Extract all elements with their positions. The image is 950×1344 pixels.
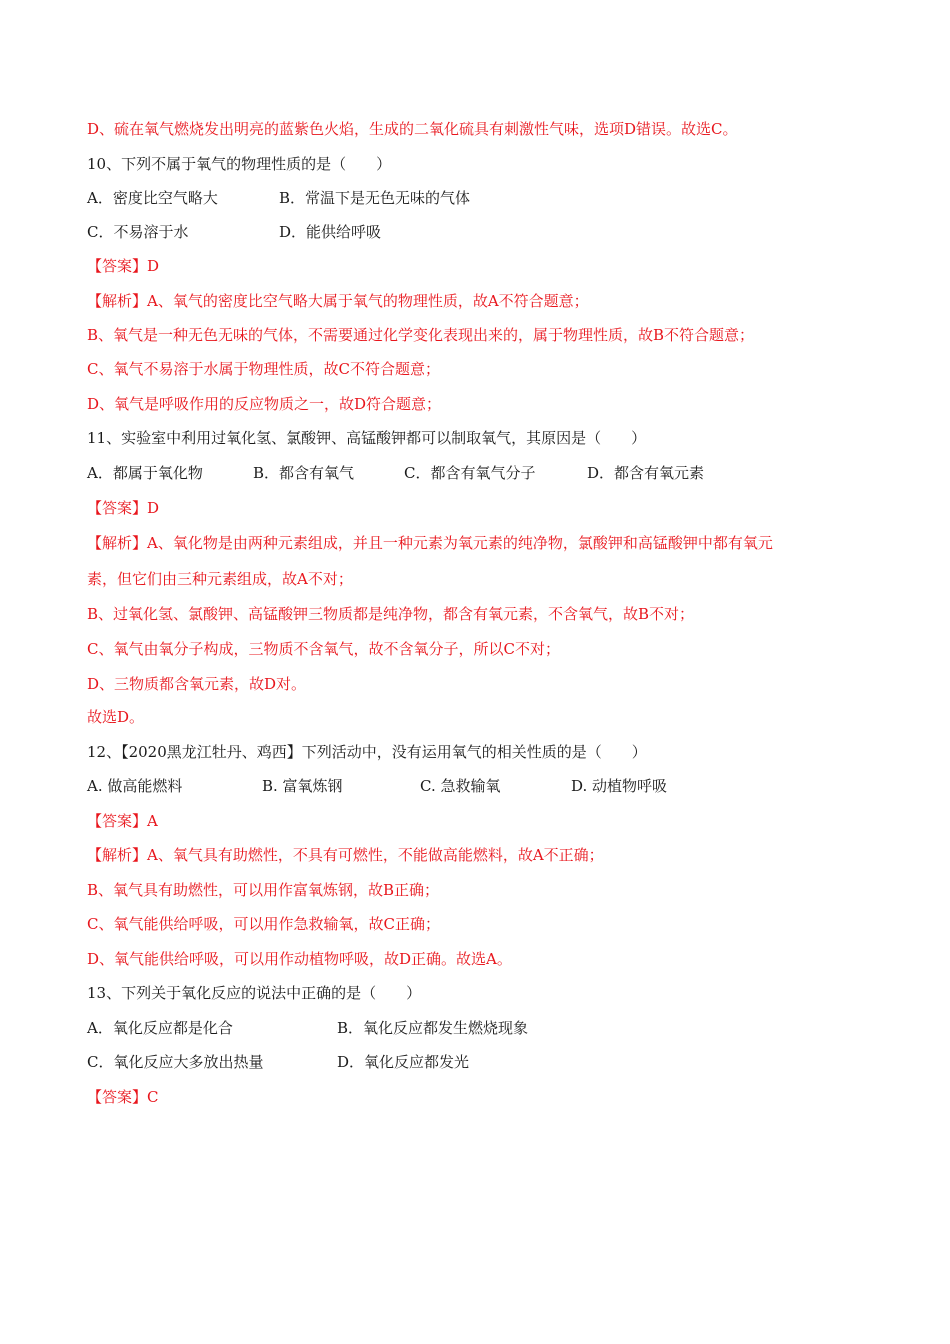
analysis-line: 素，但它们由三种元素组成，故A不对；	[87, 570, 353, 588]
analysis-line: 【解析】A、氧气具有助燃性，不具有可燃性，不能做高能燃料，故A不正确；	[87, 846, 604, 864]
analysis-line: D、三物质都含氧元素，故D对。	[87, 675, 307, 693]
option-a: A．密度比空气略大	[87, 189, 218, 207]
option-d: D. 动植物呼吸	[571, 777, 668, 795]
answer-label: 【答案】D	[87, 499, 160, 517]
analysis-line: B、氧气是一种无色无味的气体，不需要通过化学变化表现出来的，属于物理性质，故B不符合题意；	[87, 326, 755, 344]
answer-label: 【答案】D	[87, 257, 160, 275]
analysis-line: C、氧气由氧分子构成，三物质不含氧气，故不含氧分子，所以C不对；	[87, 640, 560, 658]
question-stem-13: 13、下列关于氧化反应的说法中正确的是（ ）	[87, 984, 422, 1002]
analysis-line: C、氧气不易溶于水属于物理性质，故C不符合题意；	[87, 360, 440, 378]
option-b: B．都含有氧气	[253, 464, 355, 482]
option-a: A．都属于氧化物	[87, 464, 203, 482]
analysis-line: C、氧气能供给呼吸，可以用作急救输氧，故C正确；	[87, 915, 440, 933]
option-b: B. 富氧炼钢	[262, 777, 343, 795]
option-a: A. 做高能燃料	[87, 777, 183, 795]
option-d: D．能供给呼吸	[279, 223, 382, 241]
question-stem-10: 10、下列不属于氧气的物理性质的是（ ）	[87, 155, 392, 173]
option-b: B．常温下是无色无味的气体	[279, 189, 471, 207]
analysis-line: 【解析】A、氧气的密度比空气略大属于氧气的物理性质，故A不符合题意；	[87, 292, 589, 310]
question-stem-11: 11、实验室中利用过氧化氢、氯酸钾、高锰酸钾都可以制取氧气，其原因是（ ）	[87, 429, 647, 447]
option-c: C. 急救输氧	[420, 777, 501, 795]
option-a: A．氧化反应都是化合	[87, 1019, 233, 1037]
option-c: C．都含有氧气分子	[404, 464, 536, 482]
analysis-line: D、氧气能供给呼吸，可以用作动植物呼吸，故D正确。故选A。	[87, 950, 512, 968]
question-stem-12: 12、【2020黑龙江牡丹、鸡西】下列活动中，没有运用氧气的相关性质的是（ ）	[87, 743, 647, 761]
analysis-line: D、氧气是呼吸作用的反应物质之一，故D符合题意；	[87, 395, 442, 413]
option-b: B．氧化反应都发生燃烧现象	[337, 1019, 529, 1037]
option-d: D．都含有氧元素	[587, 464, 705, 482]
analysis-line: 【解析】A、氧化物是由两种元素组成，并且一种元素为氧元素的纯净物，氯酸钾和高锰酸钾中都有氧元	[87, 534, 773, 552]
analysis-line: D、硫在氧气燃烧发出明亮的蓝紫色火焰，生成的二氧化硫具有刺激性气味，选项D错误。故选C。	[87, 120, 738, 138]
answer-label: 【答案】A	[87, 812, 158, 830]
analysis-line: B、氧气具有助燃性，可以用作富氧炼钢，故B正确；	[87, 881, 440, 899]
analysis-line: 故选D。	[87, 708, 145, 726]
analysis-line: B、过氧化氢、氯酸钾、高锰酸钾三物质都是纯净物，都含有氧元素，不含氧气，故B不对；	[87, 605, 695, 623]
option-c: C．不易溶于水	[87, 223, 189, 241]
option-d: D．氧化反应都发光	[337, 1053, 470, 1071]
option-c: C．氧化反应大多放出热量	[87, 1053, 264, 1071]
answer-label: 【答案】C	[87, 1088, 159, 1106]
